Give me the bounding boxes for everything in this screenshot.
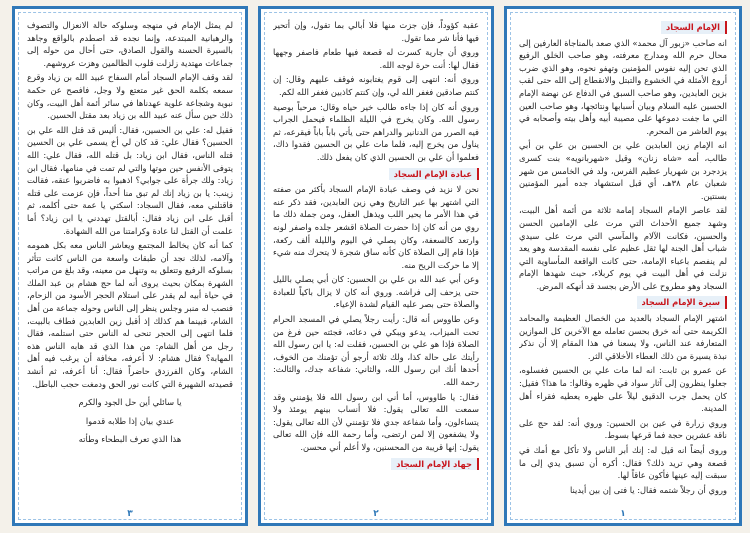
section-heading-ibada: عبادة الإمام السجاد [389,168,479,181]
paragraph: فقال: يا طاووس، أما أني ابن رسول الله فلا يؤمنني وقد سمعت الله تعالى يقول: فلا أنساب بينهم يومئذ ولا يتساءلون، وأما شفاعة جدي فلا تؤمنني لأن الله تعالى يقول: ولا يشفعون إلا لمن ارتضى، وأما رحمة الله فإن الله تعالى يقول: إنها قريبة من المحسنين، ولا أعلم أني محسن. [273,391,479,452]
paragraph: كما أنه كان يخالط المجتمع ويعاشر الناس معه بكل همومه وآلامه، لذلك نجد أن طبقات واسعة من الناس كانت تتأثر بسلوكه الرفيع وتتعلق به وتنهل من معينه، وقد بلغ من مراتب الشهرة بمكان بحيث يروى أنه لما حج هشام بن عبد الملك في حياة أبيه لم يقدر على استلام الحجر الأسود من الزحام، فنصب له منبر وجلس ينظر إلى الناس وحوله جماعة من أهل الشام، فبينما هم كذلك إذ أقبل زين العابدين فطاف بالبيت، فلما انتهى إلى الحجر تنحى له الناس حتى استلمه، فقال رجل من أهل الشام: من هذا الذي قد هابه الناس هذه المهابة؟ فقال هشام: لا أعرفه، مخافة أن يرغب فيه أهل الشام، وكان الفرزدق حاضراً فقال: أنا أعرفه، ثم أنشد قصيدته الشهيرة التي كانت نور الحق ودمغت حجب الباطل. [27,240,233,389]
poem-verse: يا سائلي أين حل الجود والكرم [78,397,182,408]
paragraph: وروي أن جارية كسرت له قصعة فيها طعام فاصفر وجهها فقال لها: أنت حرة لوجه الله. [273,47,479,70]
paragraph: انه صاحب «زبور آل محمد» الذي صعد بالمناجاة العارفين إلى محال حرم الله ومدارج معرفته، وهو صاحب الخلق الرفيع الذي تحن إليه نفوس المؤمنين وتهفو نحوه، وهو الذي ضرب أروع الأمثلة في الخشوع والتبتل والانقطاع إلى الله حتى لقب بزين العابدين، وهو صاحب السبق في الدفاع عن نهضة الإمام الحسين عليه السلام وبيان أسبابها ونتائجها، وهو صاحب العين التي ما جفت دموعها على مصيبة أبيه وأهل بيته وأصحابه في يوم العاشر من المحرم. [519,37,727,136]
section-heading-jihad: جهاد الإمام السجاد [391,458,479,471]
paragraph: وروي أنه: انتهى إلى قوم يغتابونه فوقف عليهم وقال: إن كنتم صادقين فغفر الله لي، وإن كنتم كاذبين فغفر الله لكم. [273,74,479,97]
poem-verse: هذا الذي تعرف البطحاء وطأته [78,434,182,445]
section-heading-sira: سيرة الإمام السجاد [637,296,728,309]
page-2-text [273,19,479,505]
paragraph: وروى أيضاً انه قيل له: إنك أبر الناس ولا تأكل مع أمك في قصعة وهي تريد ذلك؟ فقال: أكره أن تسبق يدي إلى ما سبقت إليه عينها فأكون عاقاً لها. [519,445,727,481]
paragraph: وروي أنه كان إذا جاءه طالب خير حياه وقال: مرحباً بوصية رسول الله. وكان يخرج في الليلة الظلماء فيحمل الجراب فيه الصرر من الدنانير والدراهم حتى يأتي باباً باباً فيقرعه، ثم يناول من يخرج إليه، فلما مات علي بن الحسين فقدوا ذاك، فعلموا أن علي بن الحسين الذي كان يفعل ذلك. [273,101,479,162]
paragraph: لم يمثل الإمام في منهجه وسلوكه حالة الانعزال والتصوف والرهبانية المبتدعة، وإنما نجده قد اصطدم بالواقع وجاهد بالسيرة الحسنة والقول الصادق، حتى أحال من حوله إلى جماعات مهتدية زلزلت قلوب الظالمين وهزت عروشهم. [27,20,233,68]
paragraph: نحن لا نزيد في وصف عبادة الإمام السجاد بأكثر من صفته التي اشتهر بها عبر التاريخ وهي زين العابدين، فقد ذكر عنه في هذا الأمر ما يحير اللب ويذهل العقل، ومن جملة ذلك ما روي من أنه كان إذا حضرت الصلاة اقشعر جلده واصفر لونه وارتعد كالسعفة، وكان يصلي في اليوم والليلة ألف ركعة، فإذا قام إلى الصلاة كان كأنه ساق شجرة لا يتحرك منه شيء إلا ما حركت الريح منه. [273,184,479,270]
paragraph: وروي أن رجلاً شتمه فقال: يا فتى إن بين أيدينا [569,484,727,495]
page-1-text [519,19,727,505]
poem-verse: عندي بيان إذا طلابه قدموا [85,415,175,426]
page-panel-1 [504,6,742,526]
paragraph: وعن طاووس أنه قال: رأيت رجلاً يصلي في المسجد الحرام تحت الميزاب، يدعو ويبكي في دعائه، فجئته حين فرغ من الصلاة فإذا هو علي بن الحسين، فقلت له: يا ابن رسول الله رأيتك على حالة كذا، ولك ثلاثة أرجو أن تؤمنك من الخوف، أحدها أنك ابن رسول الله، والثاني: شفاعة جدك، والثالث: رحمة الله. [273,314,479,388]
paragraph: وعن أبي عبد الله بن علي بن الحسين: كان أبي يصلي بالليل حتى يزحف إلى فراشه. وروي أنه كان لا يزال باكياً للعبادة والصلاة حتى بصر عليه القيام لشدة الإعياء. [273,274,479,310]
paragraph: فقيل له: علي بن الحسين، فقال: أليس قد قتل الله علي بن الحسين؟ فقال علي: قد كان لي أخ يسمى علي بن الحسين قتله الناس، فقال ابن زياد: بل قتله الله، فقال علي: الله يتوفى الأنفس حين موتها والتي لم تمت في منامها، فقال ابن زياد: ولك جرأة على جوابي؟ اذهبوا به فاضربوا عنقه، فقالت زينب: يا بن زياد إنك لم تبق منا أحداً، فإن عزمت على قتله فاقتلني معه، فقال السجاد: اسكتي يا عمة حتى أكلمه، ثم أقبل على ابن زياد فقال: أبالقتل تهددني يا ابن زياد؟ أما علمت أن القتل لنا عادة وكرامتنا من الله الشهادة. [27,124,233,236]
page-panel-2 [258,6,494,526]
paragraph: عن عمرو بن ثابت: انه لما مات علي بن الحسين فغسلوه، جعلوا ينظرون إلى آثار سواد في ظهره وقالوا: ما هذا؟ فقيل: كان يحمل جرب الدقيق ليلاً على ظهره يعطيه فقراء أهل المدينة. [519,365,727,414]
paragraph: لقد عاصر الإمام السجاد إمامة ثلاثة من أئمة أهل البيت، وشهد جميع الأحداث التي مرت على الإمامين الحسن والحسين، فكانت الآلام والمآسي التي مرت على سيدي شباب أهل الجنة لها ثقل عظيم على نفسه المقدسة وهو يعد لم ينفصم باعباء الإمامة، حتى كانت الواقعة المأساوية التي نزلت في أهل البيت في يوم كربلاء، حيث شهدها الإمام السجاد وهو مطروح على الأرض بجسد قد أنهكه المرض. [519,205,727,291]
section-heading-imam: الإمام السجاد [661,21,727,34]
paragraph: وروي زرارة في عين بن الحسين: وروي أنه: لقد حج على ناقة عشرين حجة فما قرعها بسوط. [519,417,727,441]
page-panel-3 [12,6,248,526]
page-number: ٣ [127,509,133,519]
paragraph: لقد وقف الإمام السجاد أمام السفاح عبيد الله بن زياد وقرع سمعه بكلمة الحق غير متعتع ولا وجل، فافصح عن حكمة نبوية وشجاعة علوية عهدناها في سائر أئمة أهل البيت، وكان ذلك حين سأل عنه عبيد الله بن زياد بعد مقتل الحسين. [27,72,233,121]
paragraph: عقبة كؤوداً، فإن جزت منها فلا أبالي بما تقول، وإن أتحير فيها فأنا شر مما تقول. [273,20,479,43]
page-3-text [27,19,233,505]
page-number: ٢ [373,509,379,519]
paragraph: انه الإمام زين العابدين علي بن الحسين بن علي بن أبي طالب، أمه «شاه زنان» وقيل «شهربانويه» بنت كسرى يزدجرد بن شهريار عظيم الفرس، ولد في الخامس من شهر شعبان عام ٣٨هـ، أي قبل استشهاد جده أمير المؤمنين بسنتين. [519,140,727,201]
page-number: ١ [620,509,626,519]
paragraph: اشتهر الإمام السجاد بالعديد من الخصال العظيمة والمحامد الكريمة حتى أنه خرق بحسن تعامله مع الآخرين كل الموازين المتعارفة عند الناس، ولا يسعنا في هذا المقام إلا أن نذكر نبذة يسيرة من ذلك العطاء الأخلاقي الثر. [519,313,727,361]
